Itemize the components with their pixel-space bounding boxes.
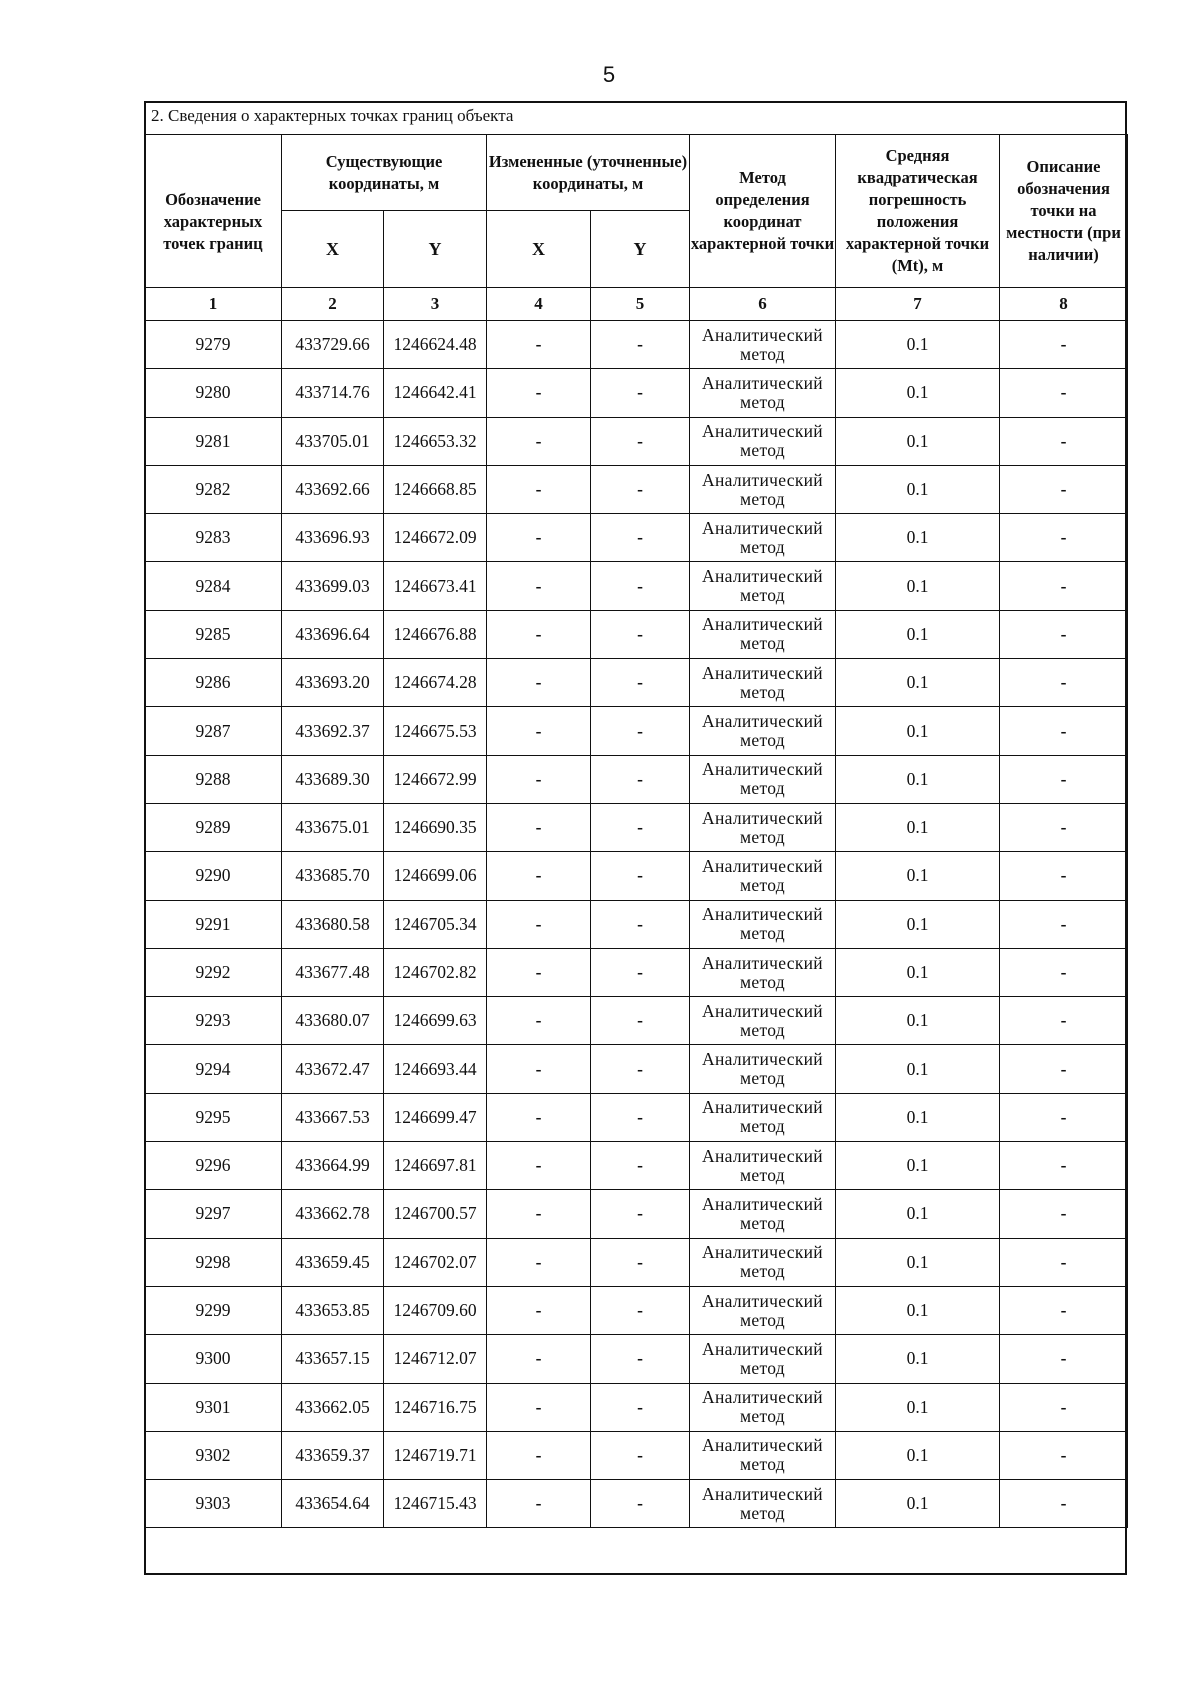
point-cell: 9289: [145, 803, 282, 851]
y-cell: 1246653.32: [384, 417, 487, 465]
mt-cell: 0.1: [836, 803, 1000, 851]
new-x-cell: -: [487, 417, 591, 465]
header-existing-x: X: [282, 211, 384, 288]
new-x-cell: -: [487, 1383, 591, 1431]
y-cell: 1246702.07: [384, 1238, 487, 1286]
point-cell: 9299: [145, 1286, 282, 1334]
mt-cell: 0.1: [836, 369, 1000, 417]
header-existing-y: Y: [384, 211, 487, 288]
new-x-cell: -: [487, 1431, 591, 1479]
header-changed-coordinates: Измененные (уточненные) координаты, м: [487, 135, 690, 211]
y-cell: 1246699.47: [384, 1093, 487, 1141]
new-y-cell: -: [591, 369, 690, 417]
x-cell: 433696.64: [282, 610, 384, 658]
mt-cell: 0.1: [836, 610, 1000, 658]
section-title: 2. Сведения о характерных точках границ объекта: [151, 106, 514, 125]
x-cell: 433685.70: [282, 852, 384, 900]
y-cell: 1246715.43: [384, 1480, 487, 1528]
point-cell: 9282: [145, 465, 282, 513]
description-cell: -: [1000, 417, 1128, 465]
mt-cell: 0.1: [836, 514, 1000, 562]
y-cell: 1246712.07: [384, 1335, 487, 1383]
table-row: [145, 1045, 1128, 1093]
table-row: [145, 659, 1128, 707]
new-y-cell: -: [591, 1383, 690, 1431]
new-y-cell: -: [591, 321, 690, 369]
method-cell: Аналитический метод: [690, 755, 836, 803]
mt-cell: 0.1: [836, 417, 1000, 465]
method-cell: Аналитический метод: [690, 1431, 836, 1479]
column-number: 7: [836, 288, 1000, 321]
point-cell: 9292: [145, 948, 282, 996]
description-cell: -: [1000, 900, 1128, 948]
description-cell: -: [1000, 755, 1128, 803]
method-cell: Аналитический метод: [690, 369, 836, 417]
y-cell: 1246676.88: [384, 610, 487, 658]
description-cell: -: [1000, 1383, 1128, 1431]
method-cell: Аналитический метод: [690, 1480, 836, 1528]
table-row: [145, 803, 1128, 851]
new-y-cell: -: [591, 1480, 690, 1528]
description-cell: -: [1000, 1238, 1128, 1286]
method-cell: Аналитический метод: [690, 1383, 836, 1431]
column-number: 8: [1000, 288, 1128, 321]
method-cell: Аналитический метод: [690, 997, 836, 1045]
method-cell: Аналитический метод: [690, 562, 836, 610]
new-x-cell: -: [487, 755, 591, 803]
point-cell: 9294: [145, 1045, 282, 1093]
new-y-cell: -: [591, 610, 690, 658]
header-designation: Обозначение характерных точек границ: [145, 135, 282, 288]
description-cell: -: [1000, 852, 1128, 900]
new-y-cell: -: [591, 997, 690, 1045]
new-y-cell: -: [591, 659, 690, 707]
table-row: [145, 465, 1128, 513]
table-row: [145, 417, 1128, 465]
description-cell: -: [1000, 562, 1128, 610]
column-number: 5: [591, 288, 690, 321]
x-cell: 433659.37: [282, 1431, 384, 1479]
y-cell: 1246672.09: [384, 514, 487, 562]
new-x-cell: -: [487, 514, 591, 562]
new-x-cell: -: [487, 707, 591, 755]
point-cell: 9288: [145, 755, 282, 803]
new-x-cell: -: [487, 948, 591, 996]
point-cell: 9283: [145, 514, 282, 562]
x-cell: 433654.64: [282, 1480, 384, 1528]
x-cell: 433692.66: [282, 465, 384, 513]
page-number: 5: [602, 62, 616, 87]
header-changed-x: X: [487, 211, 591, 288]
mt-cell: 0.1: [836, 852, 1000, 900]
method-cell: Аналитический метод: [690, 1238, 836, 1286]
description-cell: -: [1000, 610, 1128, 658]
method-cell: Аналитический метод: [690, 1093, 836, 1141]
new-y-cell: -: [591, 852, 690, 900]
point-cell: 9301: [145, 1383, 282, 1431]
x-cell: 433689.30: [282, 755, 384, 803]
new-y-cell: -: [591, 465, 690, 513]
header-changed-y: Y: [591, 211, 690, 288]
new-y-cell: -: [591, 755, 690, 803]
mt-cell: 0.1: [836, 1431, 1000, 1479]
point-cell: 9300: [145, 1335, 282, 1383]
point-cell: 9287: [145, 707, 282, 755]
column-number: 1: [145, 288, 282, 321]
point-cell: 9291: [145, 900, 282, 948]
x-cell: 433699.03: [282, 562, 384, 610]
description-cell: -: [1000, 1142, 1128, 1190]
header-existing-coordinates: Существующие координаты, м: [282, 135, 487, 211]
table-row: [145, 321, 1128, 369]
table-row: [145, 610, 1128, 658]
table-row: [145, 707, 1128, 755]
method-cell: Аналитический метод: [690, 1286, 836, 1334]
y-cell: 1246719.71: [384, 1431, 487, 1479]
description-cell: -: [1000, 1335, 1128, 1383]
point-cell: 9296: [145, 1142, 282, 1190]
mt-cell: 0.1: [836, 900, 1000, 948]
mt-cell: 0.1: [836, 707, 1000, 755]
new-y-cell: -: [591, 562, 690, 610]
y-cell: 1246702.82: [384, 948, 487, 996]
description-cell: -: [1000, 1045, 1128, 1093]
y-cell: 1246642.41: [384, 369, 487, 417]
y-cell: 1246690.35: [384, 803, 487, 851]
x-cell: 433705.01: [282, 417, 384, 465]
point-cell: 9302: [145, 1431, 282, 1479]
new-y-cell: -: [591, 803, 690, 851]
new-x-cell: -: [487, 1045, 591, 1093]
x-cell: 433657.15: [282, 1335, 384, 1383]
table-row: [145, 369, 1128, 417]
table-header: [145, 135, 1128, 321]
new-y-cell: -: [591, 900, 690, 948]
x-cell: 433662.78: [282, 1190, 384, 1238]
y-cell: 1246693.44: [384, 1045, 487, 1093]
mt-cell: 0.1: [836, 321, 1000, 369]
table-row: [145, 1383, 1128, 1431]
new-y-cell: -: [591, 1093, 690, 1141]
table-row: [145, 900, 1128, 948]
new-x-cell: -: [487, 997, 591, 1045]
x-cell: 433653.85: [282, 1286, 384, 1334]
description-cell: -: [1000, 465, 1128, 513]
new-x-cell: -: [487, 852, 591, 900]
description-cell: -: [1000, 659, 1128, 707]
description-cell: -: [1000, 1431, 1128, 1479]
method-cell: Аналитический метод: [690, 1335, 836, 1383]
mt-cell: 0.1: [836, 659, 1000, 707]
mt-cell: 0.1: [836, 1286, 1000, 1334]
x-cell: 433675.01: [282, 803, 384, 851]
mt-cell: 0.1: [836, 948, 1000, 996]
new-x-cell: -: [487, 1480, 591, 1528]
description-cell: -: [1000, 514, 1128, 562]
method-cell: Аналитический метод: [690, 1190, 836, 1238]
new-x-cell: -: [487, 369, 591, 417]
boundary-points-table: [144, 134, 1128, 1528]
y-cell: 1246675.53: [384, 707, 487, 755]
x-cell: 433680.58: [282, 900, 384, 948]
mt-cell: 0.1: [836, 1093, 1000, 1141]
point-cell: 9286: [145, 659, 282, 707]
new-y-cell: -: [591, 1142, 690, 1190]
point-cell: 9279: [145, 321, 282, 369]
new-x-cell: -: [487, 1190, 591, 1238]
table-row: [145, 1093, 1128, 1141]
method-cell: Аналитический метод: [690, 659, 836, 707]
table-row: [145, 1431, 1128, 1479]
y-cell: 1246673.41: [384, 562, 487, 610]
x-cell: 433672.47: [282, 1045, 384, 1093]
new-x-cell: -: [487, 562, 591, 610]
mt-cell: 0.1: [836, 1383, 1000, 1431]
table-row: [145, 1335, 1128, 1383]
table-row: [145, 1238, 1128, 1286]
method-cell: Аналитический метод: [690, 610, 836, 658]
mt-cell: 0.1: [836, 465, 1000, 513]
mt-cell: 0.1: [836, 1142, 1000, 1190]
mt-cell: 0.1: [836, 1335, 1000, 1383]
new-y-cell: -: [591, 707, 690, 755]
point-cell: 9303: [145, 1480, 282, 1528]
description-cell: -: [1000, 369, 1128, 417]
x-cell: 433693.20: [282, 659, 384, 707]
table-row: [145, 1190, 1128, 1238]
new-y-cell: -: [591, 514, 690, 562]
x-cell: 433659.45: [282, 1238, 384, 1286]
new-x-cell: -: [487, 659, 591, 707]
new-x-cell: -: [487, 1093, 591, 1141]
table-row: [145, 1142, 1128, 1190]
y-cell: 1246672.99: [384, 755, 487, 803]
description-cell: -: [1000, 948, 1128, 996]
method-cell: Аналитический метод: [690, 321, 836, 369]
y-cell: 1246699.06: [384, 852, 487, 900]
method-cell: Аналитический метод: [690, 900, 836, 948]
y-cell: 1246700.57: [384, 1190, 487, 1238]
point-cell: 9293: [145, 997, 282, 1045]
table-row: [145, 514, 1128, 562]
point-cell: 9280: [145, 369, 282, 417]
table-row: [145, 997, 1128, 1045]
new-x-cell: -: [487, 1142, 591, 1190]
mt-cell: 0.1: [836, 1190, 1000, 1238]
method-cell: Аналитический метод: [690, 852, 836, 900]
description-cell: -: [1000, 321, 1128, 369]
description-cell: -: [1000, 1190, 1128, 1238]
new-x-cell: -: [487, 610, 591, 658]
new-x-cell: -: [487, 1335, 591, 1383]
header-error: Средняя квадратическая погрешность положения характерной точки (Mt), м: [836, 135, 1000, 288]
y-cell: 1246699.63: [384, 997, 487, 1045]
method-cell: Аналитический метод: [690, 465, 836, 513]
x-cell: 433692.37: [282, 707, 384, 755]
x-cell: 433667.53: [282, 1093, 384, 1141]
point-cell: 9295: [145, 1093, 282, 1141]
y-cell: 1246705.34: [384, 900, 487, 948]
column-number: 2: [282, 288, 384, 321]
y-cell: 1246709.60: [384, 1286, 487, 1334]
description-cell: -: [1000, 1093, 1128, 1141]
point-cell: 9281: [145, 417, 282, 465]
mt-cell: 0.1: [836, 1238, 1000, 1286]
new-y-cell: -: [591, 1335, 690, 1383]
point-cell: 9285: [145, 610, 282, 658]
table-row: [145, 755, 1128, 803]
point-cell: 9298: [145, 1238, 282, 1286]
x-cell: 433696.93: [282, 514, 384, 562]
y-cell: 1246697.81: [384, 1142, 487, 1190]
column-number: 6: [690, 288, 836, 321]
mt-cell: 0.1: [836, 1045, 1000, 1093]
mt-cell: 0.1: [836, 755, 1000, 803]
description-cell: -: [1000, 803, 1128, 851]
new-y-cell: -: [591, 1431, 690, 1479]
new-y-cell: -: [591, 948, 690, 996]
method-cell: Аналитический метод: [690, 707, 836, 755]
new-y-cell: -: [591, 1238, 690, 1286]
y-cell: 1246624.48: [384, 321, 487, 369]
table-row: [145, 852, 1128, 900]
point-cell: 9284: [145, 562, 282, 610]
new-y-cell: -: [591, 417, 690, 465]
description-cell: -: [1000, 707, 1128, 755]
x-cell: 433662.05: [282, 1383, 384, 1431]
method-cell: Аналитический метод: [690, 948, 836, 996]
new-x-cell: -: [487, 321, 591, 369]
method-cell: Аналитический метод: [690, 514, 836, 562]
new-x-cell: -: [487, 465, 591, 513]
column-number: 3: [384, 288, 487, 321]
y-cell: 1246716.75: [384, 1383, 487, 1431]
column-number: 4: [487, 288, 591, 321]
method-cell: Аналитический метод: [690, 417, 836, 465]
mt-cell: 0.1: [836, 997, 1000, 1045]
method-cell: Аналитический метод: [690, 803, 836, 851]
new-y-cell: -: [591, 1045, 690, 1093]
table-row: [145, 1286, 1128, 1334]
header-description: Описание обозначения точки на местности (при наличии): [1000, 135, 1128, 288]
table-row: [145, 562, 1128, 610]
y-cell: 1246674.28: [384, 659, 487, 707]
new-x-cell: -: [487, 1286, 591, 1334]
new-x-cell: -: [487, 803, 591, 851]
table-row: [145, 948, 1128, 996]
new-x-cell: -: [487, 1238, 591, 1286]
header-method: Метод определения координат характерной точки: [690, 135, 836, 288]
x-cell: 433677.48: [282, 948, 384, 996]
table-row: [145, 1480, 1128, 1528]
x-cell: 433680.07: [282, 997, 384, 1045]
point-cell: 9297: [145, 1190, 282, 1238]
table-body: [145, 321, 1128, 1528]
description-cell: -: [1000, 1480, 1128, 1528]
y-cell: 1246668.85: [384, 465, 487, 513]
mt-cell: 0.1: [836, 1480, 1000, 1528]
x-cell: 433664.99: [282, 1142, 384, 1190]
new-x-cell: -: [487, 900, 591, 948]
method-cell: Аналитический метод: [690, 1045, 836, 1093]
x-cell: 433729.66: [282, 321, 384, 369]
mt-cell: 0.1: [836, 562, 1000, 610]
new-y-cell: -: [591, 1286, 690, 1334]
point-cell: 9290: [145, 852, 282, 900]
x-cell: 433714.76: [282, 369, 384, 417]
new-y-cell: -: [591, 1190, 690, 1238]
method-cell: Аналитический метод: [690, 1142, 836, 1190]
description-cell: -: [1000, 1286, 1128, 1334]
description-cell: -: [1000, 997, 1128, 1045]
